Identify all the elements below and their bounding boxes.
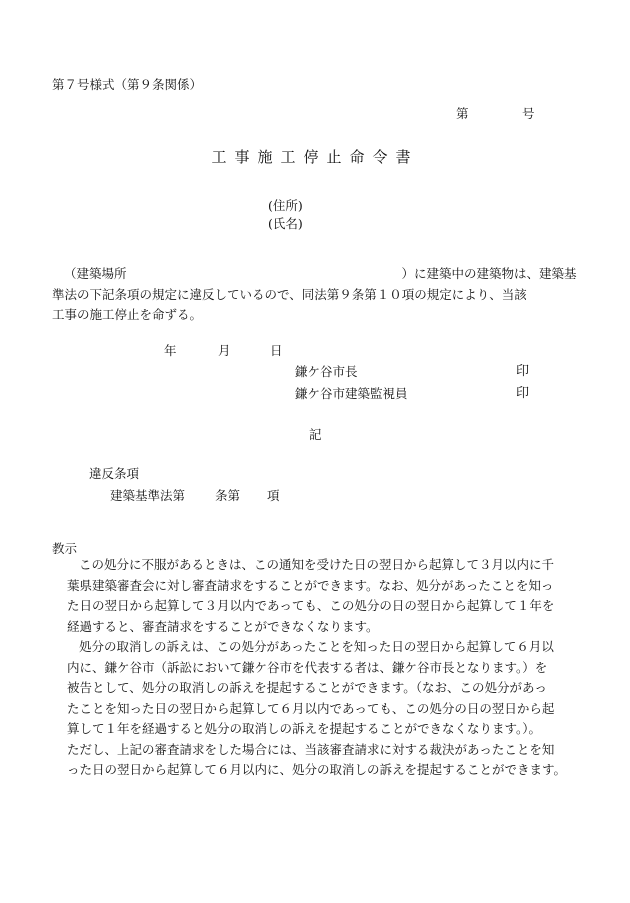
document-number-go: 号 <box>522 106 535 121</box>
order-body-line: 準法の下記条項の規定に違反しているので、同法第９条第１０項の規定により、当該 <box>52 286 527 302</box>
seal-mark: 印 <box>516 364 530 379</box>
notice-line: った日の翌日から起算して６月以内に、処分の取消しの訴えを提起することができます。 <box>67 762 567 777</box>
notice-line: ただし、上記の審査請求をした場合には、当該審査請求に対する裁決があったことを知 <box>67 741 555 757</box>
notice-body <box>67 555 566 781</box>
order-body-line: （建築場所 ）に建築中の建築物は、建築基 <box>64 266 577 281</box>
notice-heading: 教示 <box>52 541 78 556</box>
notice-line: たことを知った日の翌日から起算して６月以内であっても、この処分の日の翌日から起 <box>67 700 555 716</box>
notice-line: 内に、鎌ケ谷市（訴訟において鎌ケ谷市を代表する者は、鎌ケ谷市長となります。）を <box>67 659 548 675</box>
date-day: 日 <box>270 343 283 358</box>
recipient-name-label: (氏名) <box>268 216 303 231</box>
notice-line: 経過すると、審査請求をすることができなくなります。 <box>67 618 379 634</box>
document-number-dai: 第 <box>456 106 469 121</box>
notice-line: 被告として、処分の取消しの訴えを提起することができます。（なお、この処分があっ <box>67 680 547 695</box>
violation-kou: 項 <box>267 488 280 503</box>
notice-line: た日の翌日から起算して３月以内であっても、この処分の日の翌日から起算して１年を <box>67 598 555 613</box>
order-body <box>52 264 577 326</box>
notice-line: 葉県建築審査会に対し審査請求をすることができます。なお、処分があったことを知っ <box>67 577 554 593</box>
issuer-building-inspector: 鎌ケ谷市建築監視員 <box>295 386 408 401</box>
issuer-mayor: 鎌ケ谷市長 <box>295 364 358 379</box>
notice-line: 処分の取消しの訴えは、この処分があったことを知った日の翌日から起算して６月以 <box>79 639 554 654</box>
ki-heading: 記 <box>309 427 322 442</box>
notice-line: この処分に不服があるときは、この通知を受けた日の翌日から起算して３月以内に千 <box>79 557 555 572</box>
notice-line: 算して１年を経過すると処分の取消しの訴えを提起することができなくなります。）。 <box>67 721 542 736</box>
violation-heading: 違反条項 <box>89 466 140 481</box>
date-month: 月 <box>218 343 231 358</box>
form-label: 第７号様式（第９条関係） <box>52 77 203 92</box>
date-year: 年 <box>164 343 177 358</box>
recipient-address-label: (住所) <box>268 198 303 213</box>
seal-mark: 印 <box>516 386 530 401</box>
document-title: 工事施工停止命令書 <box>211 148 419 166</box>
violation-law: 建築基準法第 <box>110 488 186 503</box>
violation-jou: 条第 <box>215 488 241 503</box>
order-body-line: 工事の施工停止を命ずる。 <box>52 307 203 322</box>
